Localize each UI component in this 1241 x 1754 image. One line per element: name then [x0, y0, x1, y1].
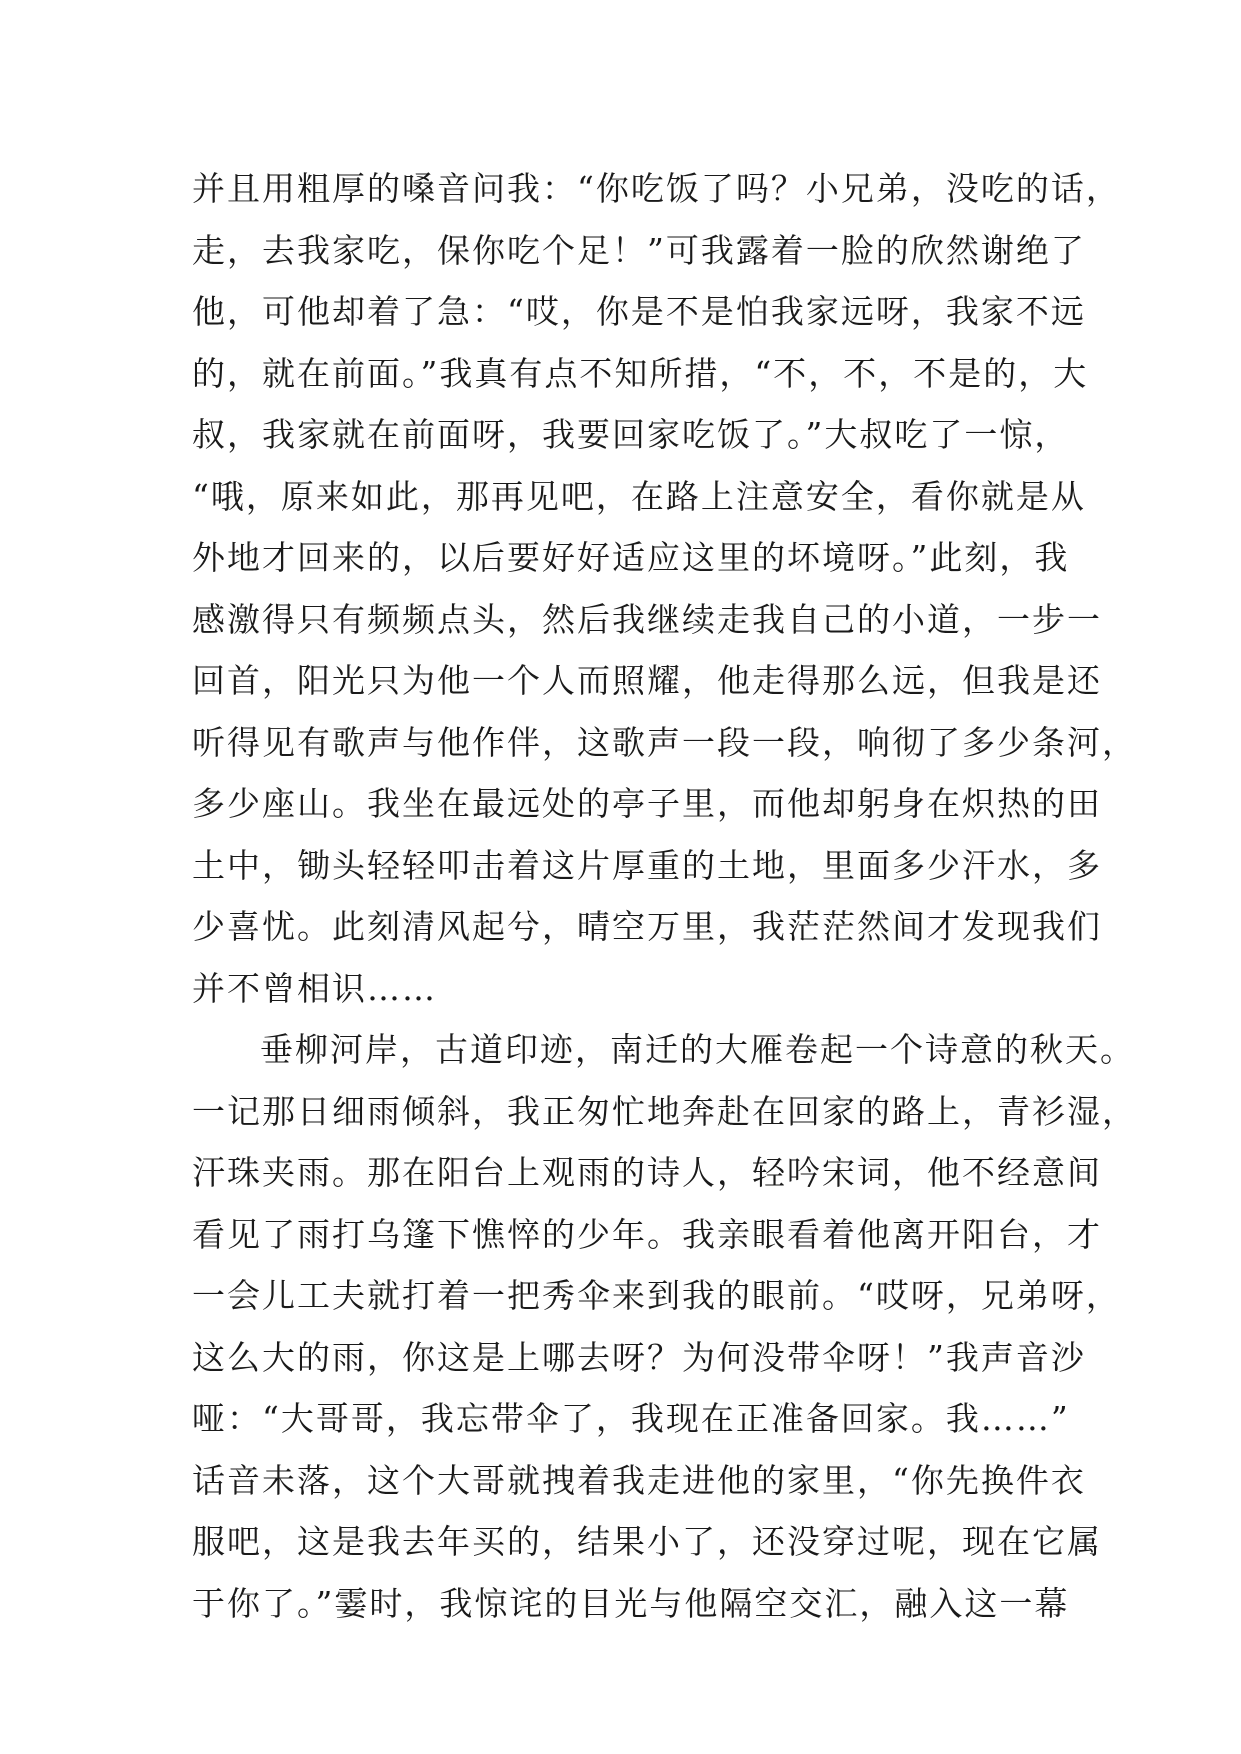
text-line: 这么大的雨，你这是上哪去呀？为何没带伞呀！”我声音沙	[192, 1337, 1086, 1377]
text-line: 多少座山。我坐在最远处的亭子里，而他却躬身在炽热的田	[192, 784, 1102, 823]
paragraph-end-line: 并不曾相识……	[192, 968, 437, 1008]
text-line: 并且用粗厚的嗓音问我：“你吃饭了吗？小兄弟，没吃的话，	[192, 169, 1121, 208]
text-line: 少喜忧。此刻清风起兮，晴空万里，我茫茫然间才发现我们	[192, 907, 1102, 946]
text-line: 服吧，这是我去年买的，结果小了，还没穿过呢，现在它属	[192, 1522, 1102, 1561]
text-line: 话音未落，这个大哥就拽着我走进他的家里，“你先换件衣	[192, 1460, 1086, 1500]
text-line: 于你了。”霎时，我惊诧的目光与他隔空交汇，融入这一幕	[192, 1583, 1070, 1623]
text-line: 感激得只有频频点头，然后我继续走我自己的小道，一步一	[192, 599, 1102, 639]
text-line: 他，可他却着了急：“哎，你是不是怕我家远呀，我家不远	[192, 292, 1086, 331]
body-text	[192, 158, 1137, 1634]
text-line: 土中，锄头轻轻叩击着这片厚重的土地，里面多少汗水，多	[192, 845, 1102, 885]
text-line: 哑：“大哥哥，我忘带伞了，我现在正准备回家。我……”	[192, 1399, 1070, 1438]
text-line: 一记那日细雨倾斜，我正匆忙地奔赴在回家的路上，青衫湿，	[192, 1091, 1137, 1131]
paragraph-first-line: 垂柳河岸，古道印迹，南迁的大雁卷起一个诗意的秋天。	[260, 1030, 1135, 1069]
text-line: 外地才回来的，以后要好好适应这里的坏境呀。”此刻，我	[192, 538, 1070, 577]
text-line: 看见了雨打乌篷下憔悴的少年。我亲眼看着他离开阳台，才	[192, 1214, 1102, 1254]
text-line: 回首，阳光只为他一个人而照耀，他走得那么远，但我是还	[192, 661, 1102, 700]
text-line: 听得见有歌声与他作伴，这歌声一段一段，响彻了多少条河，	[192, 722, 1137, 762]
text-line: 一会儿工夫就打着一把秀伞来到我的眼前。“哎呀，兄弟呀，	[192, 1276, 1121, 1315]
text-line: “哦，原来如此，那再见吧，在路上注意安全，看你就是从	[192, 476, 1086, 516]
text-line: 走，去我家吃，保你吃个足！”可我露着一脸的欣然谢绝了	[192, 230, 1086, 270]
text-line: 叔，我家就在前面呀，我要回家吃饭了。”大叔吃了一惊，	[192, 415, 1070, 454]
text-line: 汗珠夹雨。那在阳台上观雨的诗人，轻吟宋词，他不经意间	[192, 1153, 1102, 1192]
text-line: 的，就在前面。”我真有点不知所措，“不，不，不是的，大	[192, 353, 1089, 393]
